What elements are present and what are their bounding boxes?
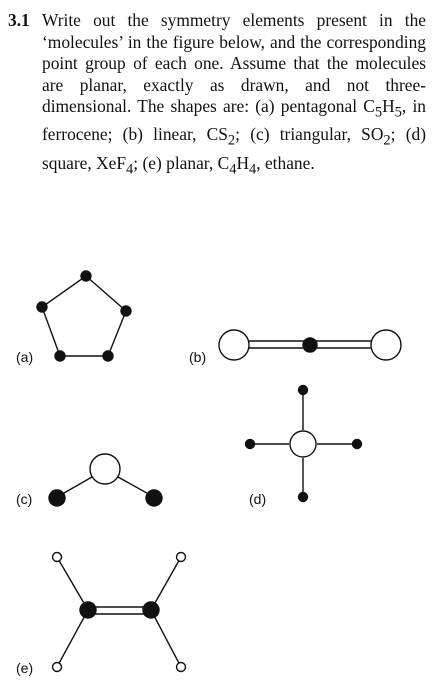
atom bbox=[177, 663, 186, 672]
atom bbox=[55, 351, 65, 361]
molecule-d-square-planar bbox=[246, 386, 362, 502]
label-c: (c) bbox=[16, 491, 33, 507]
atom bbox=[90, 454, 120, 484]
label-e: (e) bbox=[16, 660, 34, 676]
bond bbox=[151, 557, 181, 610]
bond bbox=[151, 610, 181, 667]
bond bbox=[57, 557, 88, 610]
atom bbox=[299, 493, 308, 502]
problem-statement: Write out the symmetry elements present in the ‘molecules’ in the figure below, and the corresponding point group of each one. Assume that the molecules are planar, exactly as drawn, and not three-dimensional. The shapes are: (a) pentagonal $C_5H_5$, in ferrocene; (b) linear, $CS_2$; (c) triangular, $SO_2$; (d) square, XeF$_4$; (e) planar, $C_4H_4$, ethane. bbox=[42, 10, 426, 177]
atom bbox=[143, 602, 159, 618]
label-b: (b) bbox=[189, 349, 207, 365]
atom bbox=[49, 490, 65, 506]
atom bbox=[80, 602, 96, 618]
label-a: (a) bbox=[16, 349, 34, 365]
atom bbox=[53, 663, 62, 672]
atom bbox=[81, 271, 91, 281]
problem-number: 3.1 bbox=[8, 10, 30, 30]
atom bbox=[371, 330, 401, 360]
atom bbox=[219, 330, 249, 360]
atom bbox=[177, 553, 186, 562]
label-d: (d) bbox=[249, 491, 267, 507]
molecule-c-bent bbox=[49, 454, 162, 506]
atom bbox=[299, 386, 308, 395]
atom bbox=[121, 306, 131, 316]
atom bbox=[303, 338, 317, 352]
molecule-a-pentagon bbox=[37, 271, 131, 361]
atom bbox=[37, 302, 47, 312]
pentagon-ring bbox=[42, 276, 126, 356]
atom bbox=[246, 440, 255, 449]
atom bbox=[103, 351, 113, 361]
molecule-b-linear bbox=[219, 330, 401, 360]
atom bbox=[146, 490, 162, 506]
molecule-e-planar bbox=[53, 553, 186, 672]
atom bbox=[290, 431, 316, 457]
bond bbox=[57, 610, 88, 667]
atom bbox=[353, 440, 362, 449]
atom bbox=[53, 553, 62, 562]
